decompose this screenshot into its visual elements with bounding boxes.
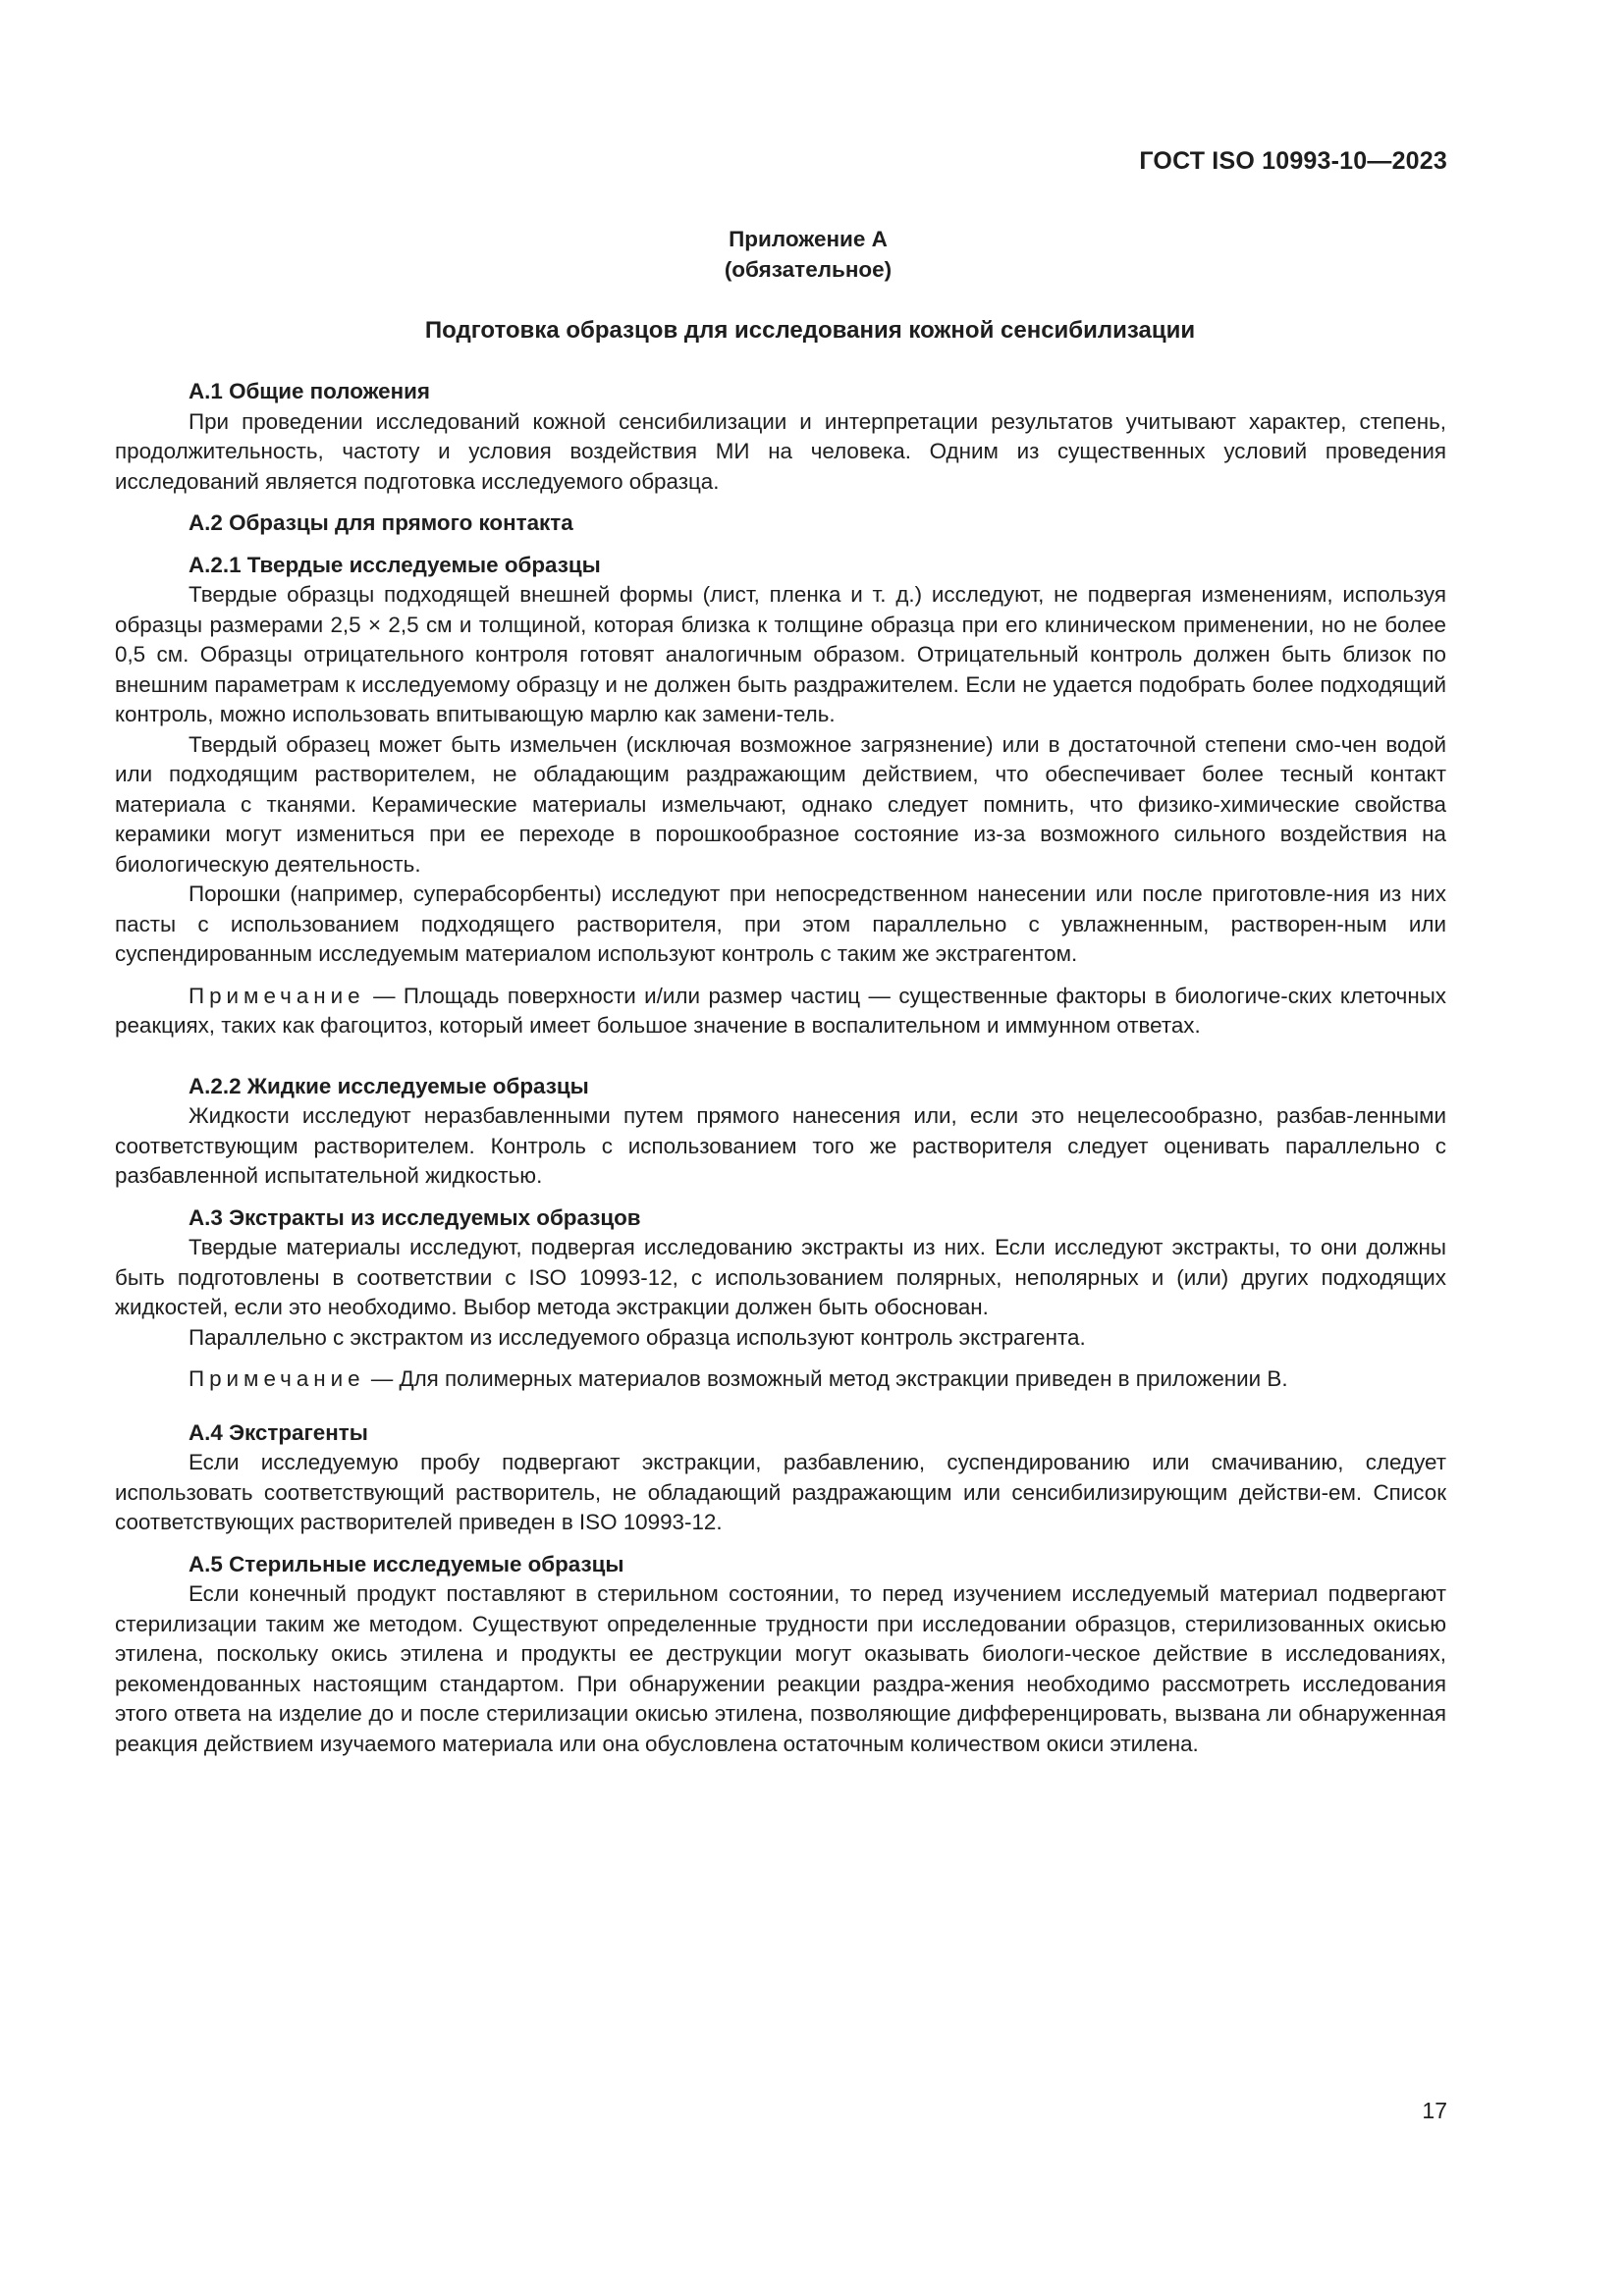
section-heading-a22: А.2.2 Жидкие исследуемые образцы [189,1073,589,1098]
section-heading-a4: А.4 Экстрагенты [189,1419,368,1445]
note-text: — Площадь поверхности и/или размер частиц — существенные факторы в биологиче-ских клеточных реакциях, таких как фагоцитоз, который имеет большое значение в воспалительном и иммунном ответах. [115,983,1446,1038]
note-label: Примечание [189,1366,365,1391]
section-heading-a5: А.5 Стерильные исследуемые образцы [189,1551,624,1576]
paragraph: Порошки (например, суперабсорбенты) исследуют при непосредственном нанесении или после приготовле-ния из них пасты с использованием подходящего растворителя, при этом параллельно с увлажненным, растворен-ным или суспендированным исследуемым материалом используют контроль с таким же экстрагентом. [115,881,1446,966]
note [115,1364,1446,1395]
paragraph: Если конечный продукт поставляют в стерильном состоянии, то перед изучением исследуемый материал подвергают стерилизации таким же методом. Существуют определенные трудности при исследовании образцов, стерилизованных окисью этилена, поскольку окись этилена и продукты ее деструкции могут оказывать биологи-ческое действие в исследованиях, рекомендованных настоящим стандартом. При обнаружении реакции раздра-жения необходимо рассмотреть исследования этого ответа на изделие до и после стерилизации окисью этилена, позволяющие дифференцировать, вызвана ли обнаруженная реакция действием изучаемого материала или она обусловлена остаточным количеством окиси этилена. [115,1581,1446,1756]
paragraph: Параллельно с экстрактом из исследуемого образца используют контроль экстрагента. [189,1324,1086,1350]
paragraph: Твердые материалы исследуют, подвергая исследованию экстракты из них. Если исследуют экстракты, то они должны быть подготовлены в соответствии с ISO 10993-12, с использованием полярных, неполярных и (или) других подходящих жидкостей, если это необходимо. Выбор метода экстракции должен быть обоснован. [115,1235,1446,1319]
annex-title: Подготовка образцов для исследования кожной сенсибилизации [424,317,1196,344]
section-heading-a21: А.2.1 Твердые исследуемые образцы [189,552,601,577]
paragraph: Твердые образцы подходящей внешней формы (лист, пленка и т. д.) исследуют, не подвергая изменениям, используя образцы размерами 2,5 × 2,5 см и толщиной, которая близка к толщине образца при его клиническом применении, но не более 0,5 см. Образцы отрицательного контроля готовят аналогичным образом. Отрицательный контроль должен быть близок по внешним параметрам к исследуемому образцу и не должен быть раздражителем. Если не удается подобрать более подходящий контроль, можно использовать впитывающую марлю как замени-тель. [115,582,1446,726]
section-heading-a3: А.3 Экстракты из исследуемых образцов [189,1204,641,1230]
paragraph: Если исследуемую пробу подвергают экстракции, разбавлению, суспендированию или смачиванию, следует использовать соответствующий растворитель, не обладающий раздражающим или сенсибилизирующим действи-ем. Список соответствующих растворителей приведен в ISO 10993-12. [115,1450,1446,1534]
paragraph: Твердый образец может быть измельчен (исключая возможное загрязнение) или в достаточной степени смо-чен водой или подходящим растворителем, не обладающим раздражающим действием, что обеспечивает более тесный контакт материала с тканями. Керамические материалы измельчают, однако следует помнить, что физико-химические свойства керамики могут измениться при ее переходе в порошкообразное состояние из-за возможного сильного воздействия на биологическую деятельность. [115,731,1446,877]
note [115,982,1446,1041]
paragraph: При проведении исследований кожной сенсибилизации и интерпретации результатов учитывают характер, степень, продолжительность, частоту и условия воздействия МИ на человека. Одним из существенных условий проведения исследований является подготовка исследуемого образца. [115,408,1446,494]
page-number: 17 [1422,2098,1447,2123]
document-body [115,224,1446,1759]
note-text: — Для полимерных материалов возможный метод экстракции приведен в приложении В. [364,1366,1288,1391]
annex-status: (обязательное) [724,257,893,282]
note-label: Примечание [189,983,365,1008]
section-heading-a1: А.1 Общие положения [189,379,430,403]
document-code: ГОСТ ISO 10993-10—2023 [1139,147,1447,175]
annex-label: Приложение А [729,227,888,251]
paragraph: Жидкости исследуют неразбавленными путем прямого нанесения или, если это нецелесообразно, разбав-ленными соответствующим растворителем. Контроль с использованием того же растворителя следует оценивать параллельно с разбавленной испытательной жидкостью. [115,1103,1446,1188]
section-heading-a2: А.2 Образцы для прямого контакта [189,510,573,535]
